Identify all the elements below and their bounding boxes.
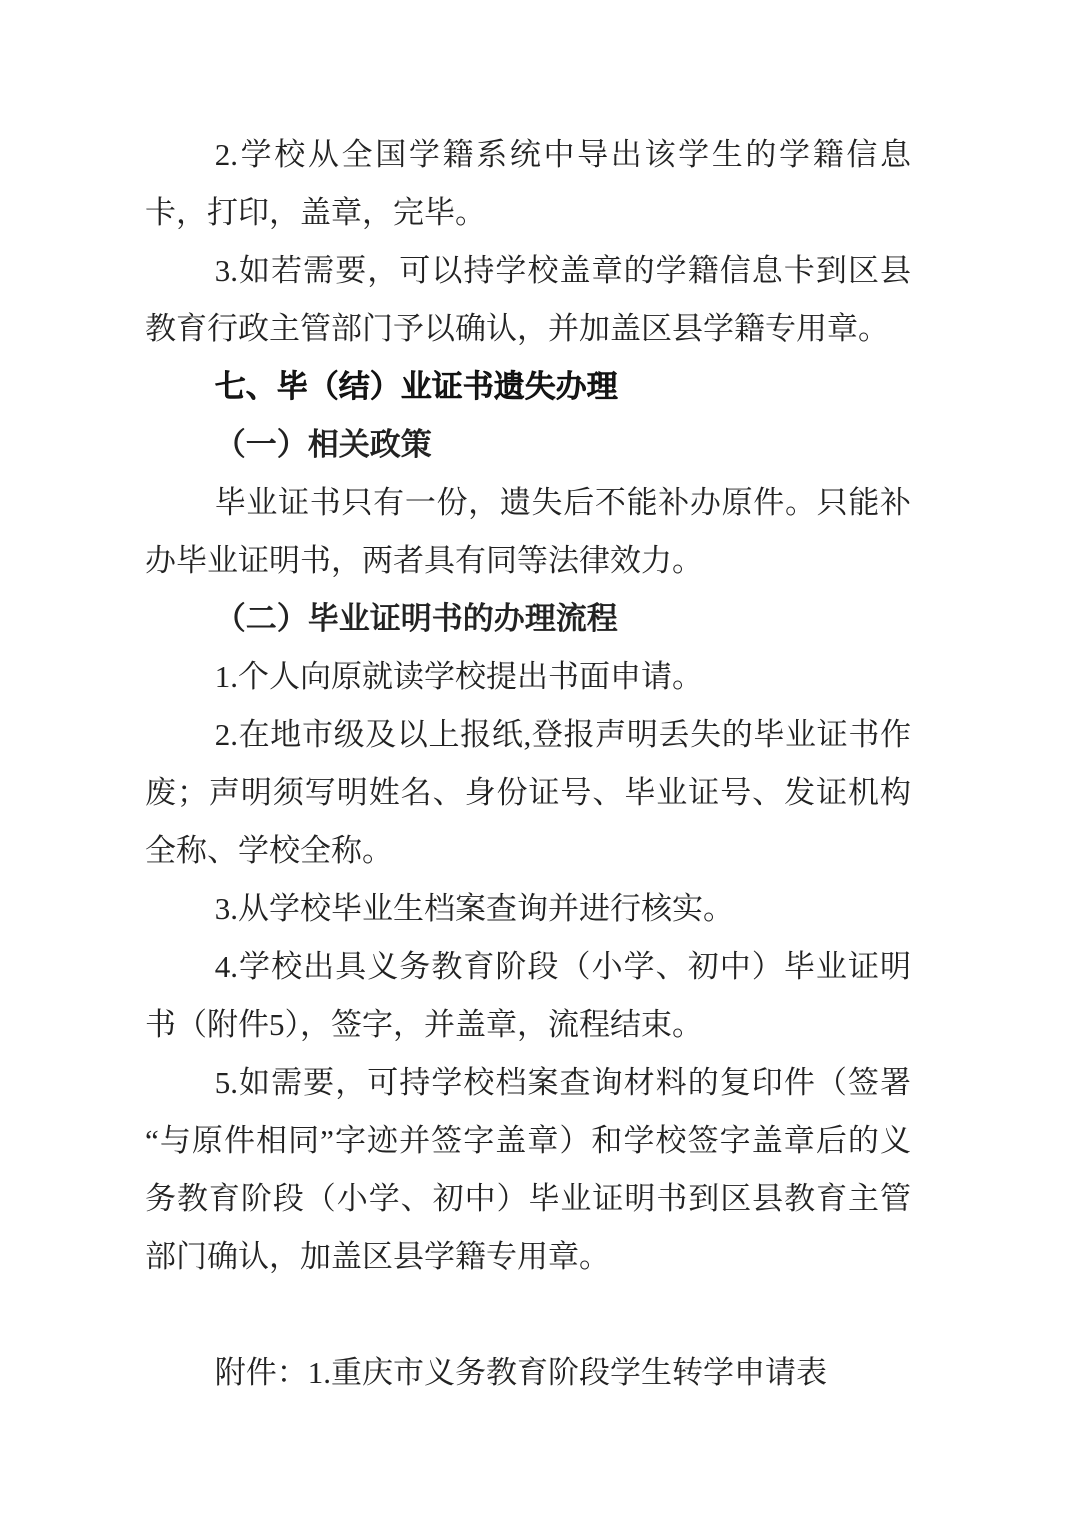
subsection-heading-policy: （一）相关政策 [214, 427, 432, 462]
document-body [145, 126, 911, 1433]
paragraph-proc-step1-apply: 1.个人向原就读学校提出书面申请。 [214, 659, 703, 694]
paragraph-proc-step5-county-confirm: 5.如需要，可持学校档案查询材料的复印件（签署“与原件相同”字迹并签字盖章）和学校签字盖章后的义务教育阶段（小学、初中）毕业证明书到区县教育主管部门确认，加盖区县学籍专用章。 [145, 1065, 911, 1274]
paragraph-proc-step3-archive-check: 3.从学校毕业生档案查询并进行核实。 [214, 891, 734, 926]
paragraph-step2-export-card: 2.学校从全国学籍系统中导出该学生的学籍信息卡，打印，盖章，完毕。 [145, 137, 911, 230]
paragraph-proc-step4-issue-certificate: 4.学校出具义务教育阶段（小学、初中）毕业证明书（附件5），签字，并盖章，流程结束。 [145, 949, 911, 1042]
subsection-heading-procedure: （二）毕业证明书的办理流程 [214, 601, 618, 636]
section-heading-seven: 七、毕（结）业证书遗失办理 [214, 369, 618, 404]
paragraph-proc-step2-newspaper: 2.在地市级及以上报纸,登报声明丢失的毕业证书作废；声明须写明姓名、身份证号、毕业证号、发证机构全称、学校全称。 [145, 717, 911, 868]
attachment-note: 附件：1.重庆市义务教育阶段学生转学申请表 [214, 1355, 827, 1390]
paragraph-policy-detail: 毕业证书只有一份，遗失后不能补办原件。只能补办毕业证明书，两者具有同等法律效力。 [145, 485, 911, 578]
paragraph-step3-confirm-seal: 3.如若需要，可以持学校盖章的学籍信息卡到区县教育行政主管部门予以确认，并加盖区县学籍专用章。 [145, 253, 911, 346]
